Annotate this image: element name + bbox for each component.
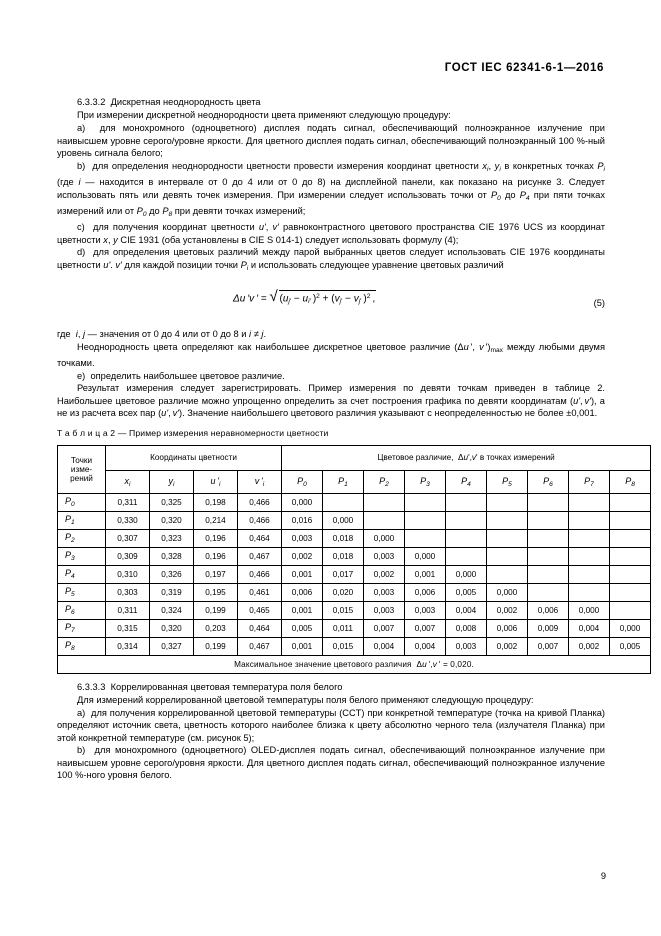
cell-diff-p2: 0,003: [364, 547, 405, 565]
cell-diff-p8: 0,000: [610, 619, 651, 637]
cell-diff-p0: 0,001: [282, 601, 323, 619]
cell-diff-p3: [405, 529, 446, 547]
table-row: [58, 583, 651, 601]
cell-u: 0,197: [194, 565, 238, 583]
clause-6332-intro: При измерении дискретной неоднородности цвета применяют следующую процедуру:: [77, 110, 451, 121]
radical-sign: √: [269, 288, 278, 306]
cell-diff-p8: [610, 511, 651, 529]
header-group-chromaticity-coords: Координаты цветности: [106, 445, 282, 470]
table-header-group-row: [58, 445, 651, 470]
row-label-point: $P_4$: [58, 565, 106, 583]
cell-diff-p0: 0,001: [282, 565, 323, 583]
row-label-point: $P_6$: [58, 601, 106, 619]
cell-diff-p4: 0,003: [446, 637, 487, 655]
cell-y: 0,323: [150, 529, 194, 547]
cell-diff-p8: [610, 547, 651, 565]
cell-diff-p4: 0,008: [446, 619, 487, 637]
clause-6332-result: Результат измерения следует зарегистрировать. Пример измерения по девяти точкам приведен в таблице 2. Наибольшее цветовое различие можно упрощенно определить за счет построения графика по девяти координатам (u', v'), а не из расчета всех пар (u', v'). Значение наибольшего цветового различия указывают с неопределенностью не более ±0,001.: [57, 383, 605, 419]
cell-y: 0,320: [150, 619, 194, 637]
clause-heading-6-3-3-2: [57, 96, 605, 109]
item-b2-text: для монохромного (одноцветного) OLED-дисплея подать сигнал, обеспечивающий полноэкранное излучение при наивысшем уровне серого/уровня яркости. Для цветного дисплея подать сигнал, обеспечивающий полноэкранное излучение 100 %-ного уровня белого.: [57, 745, 605, 781]
cell-x: 0,311: [106, 601, 150, 619]
row-label-point: $P_5$: [58, 583, 106, 601]
clause-title-text: Дискретная неоднородность цвета: [110, 97, 261, 107]
clause-6332-nonuniformity: Неоднородность цвета определяют как наибольшее дискретное цветовое различие (Δu ', v ')max между любыми двумя точками.: [57, 341, 605, 369]
cell-diff-p4: [446, 529, 487, 547]
cell-diff-p3: 0,003: [405, 601, 446, 619]
cell-u: 0,198: [194, 493, 238, 511]
cell-diff-p8: 0,005: [610, 637, 651, 655]
cell-u: 0,196: [194, 529, 238, 547]
cell-y: 0,326: [150, 565, 194, 583]
cell-x: 0,314: [106, 637, 150, 655]
row-label-point: $P_0$: [58, 493, 106, 511]
cell-diff-p2: [364, 493, 405, 511]
cell-y: 0,324: [150, 601, 194, 619]
cell-y: 0,319: [150, 583, 194, 601]
table-row: [58, 565, 651, 583]
clause-title-text-2: Коррелированная цветовая температура поля белого: [110, 681, 343, 692]
cell-diff-p5: 0,002: [487, 601, 528, 619]
nonuniformity-text: Неоднородность цвета определяют как наибольшее дискретное цветовое различие: [77, 341, 451, 352]
cell-diff-p0: 0,005: [282, 619, 323, 637]
clause-number: 6.3.3.2: [77, 97, 106, 107]
cell-diff-p5: [487, 511, 528, 529]
table-row: [58, 511, 651, 529]
cell-diff-p3: 0,007: [405, 619, 446, 637]
clause-6333-intro: Для измерений коррелированной цветовой температуры поля белого применяют следующую процедуру:: [77, 694, 534, 705]
cell-diff-p7: 0,004: [569, 619, 610, 637]
where-label: где: [57, 329, 71, 340]
item-a2-label: a): [77, 707, 86, 718]
cell-x: 0,315: [106, 619, 150, 637]
item-b2-label: b): [77, 745, 86, 756]
cell-u: 0,199: [194, 601, 238, 619]
cell-diff-p4: [446, 511, 487, 529]
formula-where-line: где i, j — значения от 0 до 4 или от 0 до 8 и i ≠ j.: [57, 329, 267, 340]
header-col-x: $x_i$: [106, 470, 150, 493]
cell-diff-p7: [569, 547, 610, 565]
item-e-label: e): [77, 370, 86, 381]
table-row: [58, 601, 651, 619]
page-number: 9: [600, 871, 606, 881]
cell-diff-p6: 0,006: [528, 601, 569, 619]
formula-block: [57, 284, 605, 324]
cell-v: 0,464: [238, 529, 282, 547]
cell-diff-p5: 0,000: [487, 583, 528, 601]
cell-u: 0,195: [194, 583, 238, 601]
cell-diff-p7: 0,000: [569, 601, 610, 619]
cell-diff-p2: 0,007: [364, 619, 405, 637]
cell-diff-p2: 0,003: [364, 601, 405, 619]
cell-diff-p2: 0,000: [364, 529, 405, 547]
cell-x: 0,303: [106, 583, 150, 601]
cell-v: 0,461: [238, 583, 282, 601]
table-row: [58, 547, 651, 565]
header-col-p6: $P_6$: [528, 470, 569, 493]
cell-diff-p7: [569, 511, 610, 529]
clause-6332-item-d: d) для определения цветовых различий между парой выбранных цветов следует использовать CIE 1976 координаты цветности u'. v' для каждой позиции точки $P_i$ и использовать следующее уравнение цветовых различий: [57, 247, 605, 272]
cell-diff-p6: 0,007: [528, 637, 569, 655]
cell-x: 0,310: [106, 565, 150, 583]
nonuniformity-text-2: между любыми двумя точками.: [57, 341, 605, 369]
cell-diff-p6: [528, 493, 569, 511]
header-group-color-difference: Цветовое различие, Δu',v' в точках измерений: [282, 445, 651, 470]
cell-diff-p4: 0,004: [446, 601, 487, 619]
cell-diff-p4: 0,005: [446, 583, 487, 601]
table-header-sub-row: [58, 470, 651, 493]
cell-diff-p2: 0,003: [364, 583, 405, 601]
header-col-v-prime: v '$_i$: [238, 470, 282, 493]
table-row: [58, 529, 651, 547]
cell-diff-p3: [405, 511, 446, 529]
cell-diff-p6: [528, 547, 569, 565]
header-col-p3: $P_3$: [405, 470, 446, 493]
clause-heading-6-3-3-3: [57, 681, 605, 694]
header-col-p2: $P_2$: [364, 470, 405, 493]
row-label-point: $P_7$: [58, 619, 106, 637]
item-e-text: определить наибольшее цветовое различие.: [90, 370, 285, 381]
table-row: [58, 493, 651, 511]
clause-6332-item-c: c) для получения координат цветности u', v' равноконтрастного цветового пространства CIE 1976 UCS из координат цветности x, y CIE 1931 (оба установлены в CIE S 014-1) следует использовать формулу (4);: [57, 222, 605, 245]
cell-v: 0,466: [238, 511, 282, 529]
table-body: [58, 493, 651, 655]
cell-diff-p2: [364, 511, 405, 529]
cell-diff-p0: 0,001: [282, 637, 323, 655]
cell-diff-p5: [487, 529, 528, 547]
cell-diff-p1: 0,017: [323, 565, 364, 583]
table-row: [58, 637, 651, 655]
cell-diff-p0: 0,003: [282, 529, 323, 547]
cell-v: 0,465: [238, 601, 282, 619]
cell-diff-p1: 0,015: [323, 637, 364, 655]
cell-diff-p3: 0,000: [405, 547, 446, 565]
row-label-point: $P_2$: [58, 529, 106, 547]
cell-diff-p8: [610, 493, 651, 511]
cell-y: 0,328: [150, 547, 194, 565]
header-col-u-prime: u '$_i$: [194, 470, 238, 493]
cell-v: 0,464: [238, 619, 282, 637]
item-c-label: c): [77, 222, 85, 233]
clause-6332-item-b: b) для определения неоднородности цветности провести измерения координат цветности $x_i$, $y_i$ в конкретных точках $P_i$ (где i — находится в интервале от 0 до 4 или от 0 до 8) на дисплейной панели, как показано на рисунке 3. Следует использовать пять или девять точек измерения. При измерении следует использовать точки от $P_0$ до $P_4$ при пяти точках измерений или от $P_0$ до $P_8$ при девяти точках измерений;: [57, 160, 606, 218]
cell-diff-p1: 0,020: [323, 583, 364, 601]
header-col-p5: $P_5$: [487, 470, 528, 493]
document-header-standard-id: ГОСТ IEC 62341-6-1—2016: [444, 62, 604, 74]
row-label-point: $P_3$: [58, 547, 106, 565]
row-label-point: $P_1$: [58, 511, 106, 529]
cell-diff-p1: 0,018: [323, 547, 364, 565]
table-footer-row: [58, 655, 651, 673]
cell-diff-p0: 0,000: [282, 493, 323, 511]
cell-v: 0,467: [238, 547, 282, 565]
cell-u: 0,203: [194, 619, 238, 637]
header-col-p7: $P_7$: [569, 470, 610, 493]
cell-diff-p5: [487, 493, 528, 511]
cell-diff-p8: [610, 601, 651, 619]
cell-diff-p7: [569, 583, 610, 601]
cell-y: 0,327: [150, 637, 194, 655]
cell-diff-p2: 0,002: [364, 565, 405, 583]
cell-x: 0,330: [106, 511, 150, 529]
cell-diff-p4: [446, 493, 487, 511]
item-a-label: a): [77, 122, 86, 133]
cell-diff-p0: 0,006: [282, 583, 323, 601]
cell-u: 0,199: [194, 637, 238, 655]
clause-6332-item-a: [57, 122, 605, 160]
cell-diff-p7: [569, 565, 610, 583]
row-label-point: $P_8$: [58, 637, 106, 655]
clause-number-2: 6.3.3.3: [77, 681, 106, 692]
cell-x: 0,311: [106, 493, 150, 511]
cell-diff-p8: [610, 565, 651, 583]
header-col-p4: $P_4$: [446, 470, 487, 493]
table-caption: Т а б л и ц а 2 — Пример измерения неравномерности цветности: [57, 428, 329, 439]
clause-6333-item-a: [57, 707, 605, 745]
cell-diff-p2: 0,004: [364, 637, 405, 655]
result-text-1: Результат измерения следует зарегистрировать. Пример измерения по девяти точкам приведен в таблице 2. Наибольшее цветовое различие можно упрощенно определить за счет построения графика по девяти координатам: [57, 383, 605, 406]
header-col-p8: $P_8$: [610, 470, 651, 493]
cell-diff-p5: [487, 547, 528, 565]
clause-6332-item-e: [57, 370, 605, 383]
cell-diff-p1: [323, 493, 364, 511]
equation-number: (5): [593, 298, 605, 309]
cell-x: 0,307: [106, 529, 150, 547]
table-chromaticity-nonuniformity: [57, 445, 651, 674]
cell-diff-p4: 0,000: [446, 565, 487, 583]
cell-diff-p5: 0,006: [487, 619, 528, 637]
cell-diff-p6: [528, 583, 569, 601]
cell-diff-p0: 0,016: [282, 511, 323, 529]
where-text: — значения от 0 до 4 или от 0 до 8 и: [87, 329, 247, 340]
cell-diff-p6: [528, 565, 569, 583]
cell-diff-p1: 0,011: [323, 619, 364, 637]
cell-diff-p6: 0,009: [528, 619, 569, 637]
table-2-wrapper: [57, 445, 641, 674]
cell-diff-p6: [528, 529, 569, 547]
item-b-label: b): [77, 160, 86, 171]
cell-diff-p5: [487, 565, 528, 583]
cell-u: 0,214: [194, 511, 238, 529]
cell-v: 0,466: [238, 493, 282, 511]
cell-diff-p6: [528, 511, 569, 529]
item-d-label: d): [77, 247, 86, 258]
result-text-2: , а не из расчета всех пар: [57, 395, 605, 419]
cell-diff-p3: 0,001: [405, 565, 446, 583]
cell-v: 0,467: [238, 637, 282, 655]
cell-diff-p5: 0,002: [487, 637, 528, 655]
clause-6333-item-b: [57, 744, 605, 782]
cell-diff-p3: 0,006: [405, 583, 446, 601]
cell-diff-p4: [446, 547, 487, 565]
color-difference-formula: Δu 'v ' = √ ($u_j' - u_i'$ )$^2 + (v_j' - v_j'$ )$^2$ ,: [233, 288, 376, 306]
cell-diff-p3: 0,004: [405, 637, 446, 655]
cell-diff-p7: [569, 529, 610, 547]
cell-diff-p1: 0,000: [323, 511, 364, 529]
cell-diff-p1: 0,018: [323, 529, 364, 547]
cell-u: 0,196: [194, 547, 238, 565]
cell-y: 0,325: [150, 493, 194, 511]
cell-diff-p1: 0,015: [323, 601, 364, 619]
cell-diff-p7: [569, 493, 610, 511]
table-footer-max-difference: Максимальное значение цветового различия Δu ',v ' = 0,020.: [58, 655, 651, 673]
document-body: [57, 96, 641, 782]
cell-diff-p7: 0,002: [569, 637, 610, 655]
cell-v: 0,466: [238, 565, 282, 583]
header-col-p0: $P_0$: [282, 470, 323, 493]
item-a-text: для монохромного (одноцветного) дисплея подать сигнал, обеспечивающий полноэкранное излучение при наивысшем уровне серого/уровне яркости. Для цветного дисплея подать сигнал, обеспечивающий полноэкранный 100 %-ный уровень сигнала белого;: [57, 122, 606, 159]
square-root-expression: √ ($u_j' - u_i'$ )$^2 + (v_j' - v_j'$ )$^2$ ,: [269, 288, 376, 306]
header-col-y: $y_i$: [150, 470, 194, 493]
cell-diff-p8: [610, 529, 651, 547]
cell-diff-p8: [610, 583, 651, 601]
item-a2-text: для получения коррелированной цветовой температуры (CCT) при конкретной температуре (точка на кривой Планка) определяют источник света, цветность которого наиболее близка к цвету абсолютно черного тела (излучателя Планка) при этой конкретной температуре (см. рисунок 5);: [57, 707, 605, 743]
cell-diff-p0: 0,002: [282, 547, 323, 565]
table-row: [58, 619, 651, 637]
cell-y: 0,320: [150, 511, 194, 529]
header-col-p1: $P_1$: [323, 470, 364, 493]
header-points-label: Точки изме- рений: [58, 445, 106, 493]
result-text-3: . Значение наибольшего цветового различия указывают с неопределенностью не более ±0,001.: [182, 408, 598, 419]
cell-x: 0,309: [106, 547, 150, 565]
cell-diff-p3: [405, 493, 446, 511]
